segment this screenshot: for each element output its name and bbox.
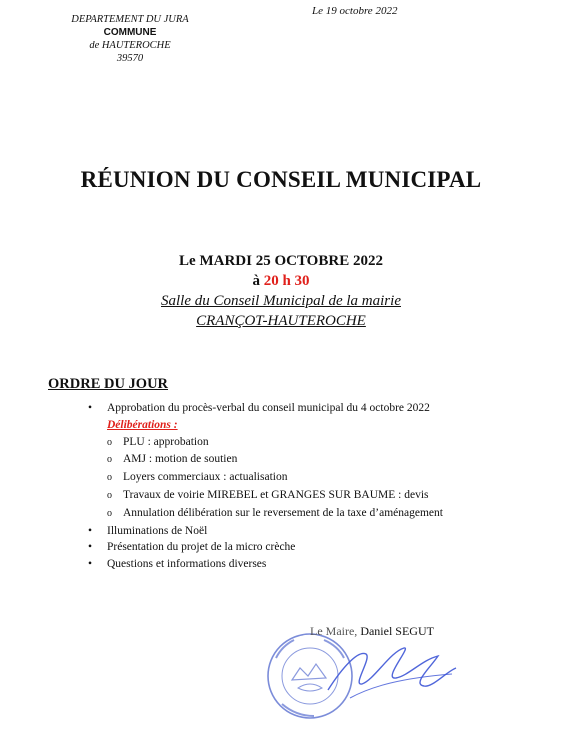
- letterhead: [60, 13, 200, 65]
- agenda-list: [88, 400, 443, 573]
- agenda-heading: ORDRE DU JOUR: [48, 376, 169, 392]
- signature-block: [310, 624, 434, 639]
- bullet-icon: •: [88, 524, 93, 537]
- circle-bullet-icon: o: [107, 507, 112, 519]
- department-name: DEPARTEMENT DU JURA: [71, 14, 189, 25]
- list-item: • Approbation du procès-verbal du conseil municipal du 4 octobre 2022: [88, 400, 443, 417]
- list-item: o Loyers commerciaux : actualisation: [88, 469, 443, 487]
- commune-label: COMMUNE: [103, 27, 157, 38]
- postcode: 39570: [116, 53, 144, 64]
- list-item: • Présentation du projet de la micro crèche: [88, 539, 443, 556]
- time-prefix: à: [252, 273, 260, 289]
- page-title: RÉUNION DU CONSEIL MUNICIPAL: [80, 167, 482, 192]
- meeting-town: CRANÇOT-HAUTEROCHE: [196, 313, 366, 329]
- meeting-time: 20 h 30: [263, 273, 310, 289]
- signature-name: Daniel SEGUT: [360, 624, 434, 638]
- meeting-date: Le MARDI 25 OCTOBRE 2022: [179, 253, 383, 269]
- list-item: o PLU : approbation: [88, 434, 443, 452]
- town-hall-stamp: [262, 628, 462, 728]
- bullet-icon: •: [88, 402, 93, 414]
- meeting-time-line: [0, 271, 562, 291]
- circle-bullet-icon: o: [107, 489, 112, 501]
- deliberations-label: Délibérations :: [107, 418, 178, 431]
- meeting-info: [0, 251, 562, 331]
- circle-bullet-icon: o: [107, 436, 112, 448]
- signature-role: Le Maire,: [310, 624, 358, 638]
- document-date: Le 19 octobre 2022: [312, 5, 398, 17]
- bullet-icon: •: [88, 541, 93, 554]
- meeting-place: Salle du Conseil Municipal de la mairie: [161, 293, 401, 309]
- bullet-icon: •: [88, 558, 93, 571]
- circle-bullet-icon: o: [107, 454, 112, 466]
- list-item: o Annulation délibération sur le reversement de la taxe d’aménagement: [88, 505, 443, 523]
- circle-bullet-icon: o: [107, 472, 112, 484]
- list-item: • Questions et informations diverses: [88, 556, 443, 573]
- list-item: o AMJ : motion de soutien: [88, 451, 443, 469]
- list-item: • Illuminations de Noël: [88, 523, 443, 540]
- commune-name: de HAUTEROCHE: [89, 40, 171, 51]
- list-item: o Travaux de voirie MIREBEL et GRANGES SUR BAUME : devis: [88, 487, 443, 505]
